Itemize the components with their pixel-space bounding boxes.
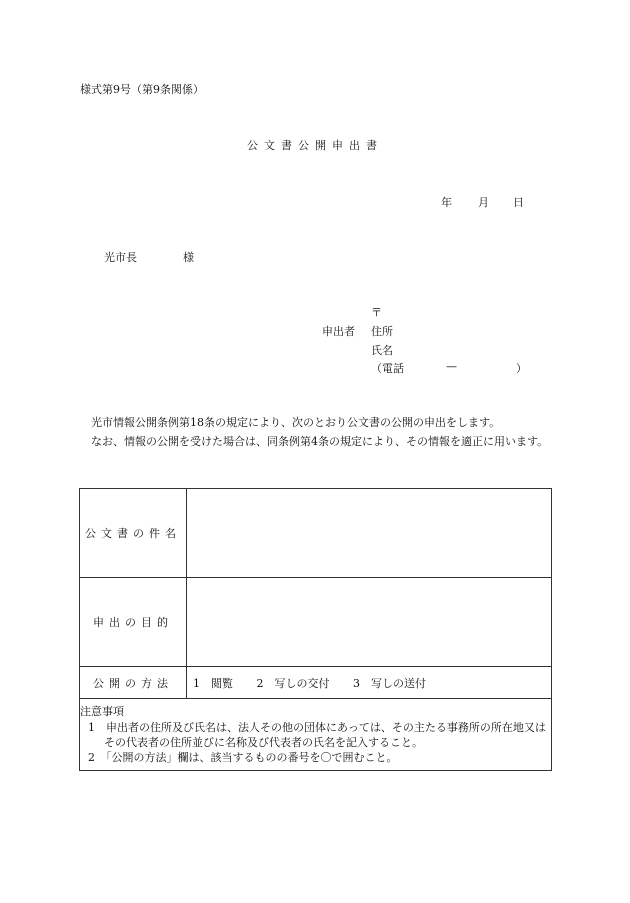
page-title: 公文書公開申出書 xyxy=(247,139,383,152)
name-label: 氏名 xyxy=(371,344,393,357)
application-form-table xyxy=(79,488,552,771)
method-options xyxy=(187,667,552,699)
table-row xyxy=(80,699,552,771)
doc-name-label: 公文書の件名 xyxy=(80,489,187,578)
method-label: 公開の方法 xyxy=(80,667,187,699)
postal-mark: 〒 xyxy=(371,306,382,319)
note-item: 1 申出者の住所及び氏名は、法人その他の団体にあっては、その主たる事務所の所在地又はその代表者の住所並びに名称及び代表者の氏名を記入すること。 xyxy=(88,721,546,749)
table-row xyxy=(80,578,552,667)
applicant-label: 申出者 xyxy=(322,325,355,338)
phone-close-paren: ） xyxy=(516,362,527,375)
method-option-copy-mail[interactable]: 3 写しの送付 xyxy=(353,676,426,690)
phone-dash: — xyxy=(446,360,457,373)
phone-label: （電話 xyxy=(371,362,404,375)
notes-heading: 注意事項 xyxy=(80,705,124,718)
table-row xyxy=(80,489,552,578)
body-paragraph: 光市情報公開条例第18条の規定により、次のとおり公文書の公開の申出をします。 xyxy=(91,416,501,429)
table-row xyxy=(80,667,552,699)
method-option-view[interactable]: 1 閲覧 xyxy=(193,676,233,690)
note-item: 2 「公開の方法」欄は、該当するものの番号を〇で囲むこと。 xyxy=(88,751,398,764)
notes-cell xyxy=(80,699,552,771)
addressee-name: 光市長 xyxy=(104,251,137,264)
purpose-label: 申出の目的 xyxy=(80,578,187,667)
address-label: 住所 xyxy=(371,325,393,338)
doc-name-field[interactable] xyxy=(187,489,552,578)
date-month-label: 月 xyxy=(478,196,489,209)
method-option-copy-issue[interactable]: 2 写しの交付 xyxy=(256,676,330,690)
form-number: 様式第9号（第9条関係） xyxy=(80,83,204,96)
date-year-label: 年 xyxy=(441,196,452,209)
addressee-honorific: 様 xyxy=(183,251,194,264)
purpose-field[interactable] xyxy=(187,578,552,667)
date-day-label: 日 xyxy=(513,196,524,209)
body-paragraph: なお、情報の公開を受けた場合は、同条例第4条の規定により、その情報を適正に用います。 xyxy=(91,435,549,448)
